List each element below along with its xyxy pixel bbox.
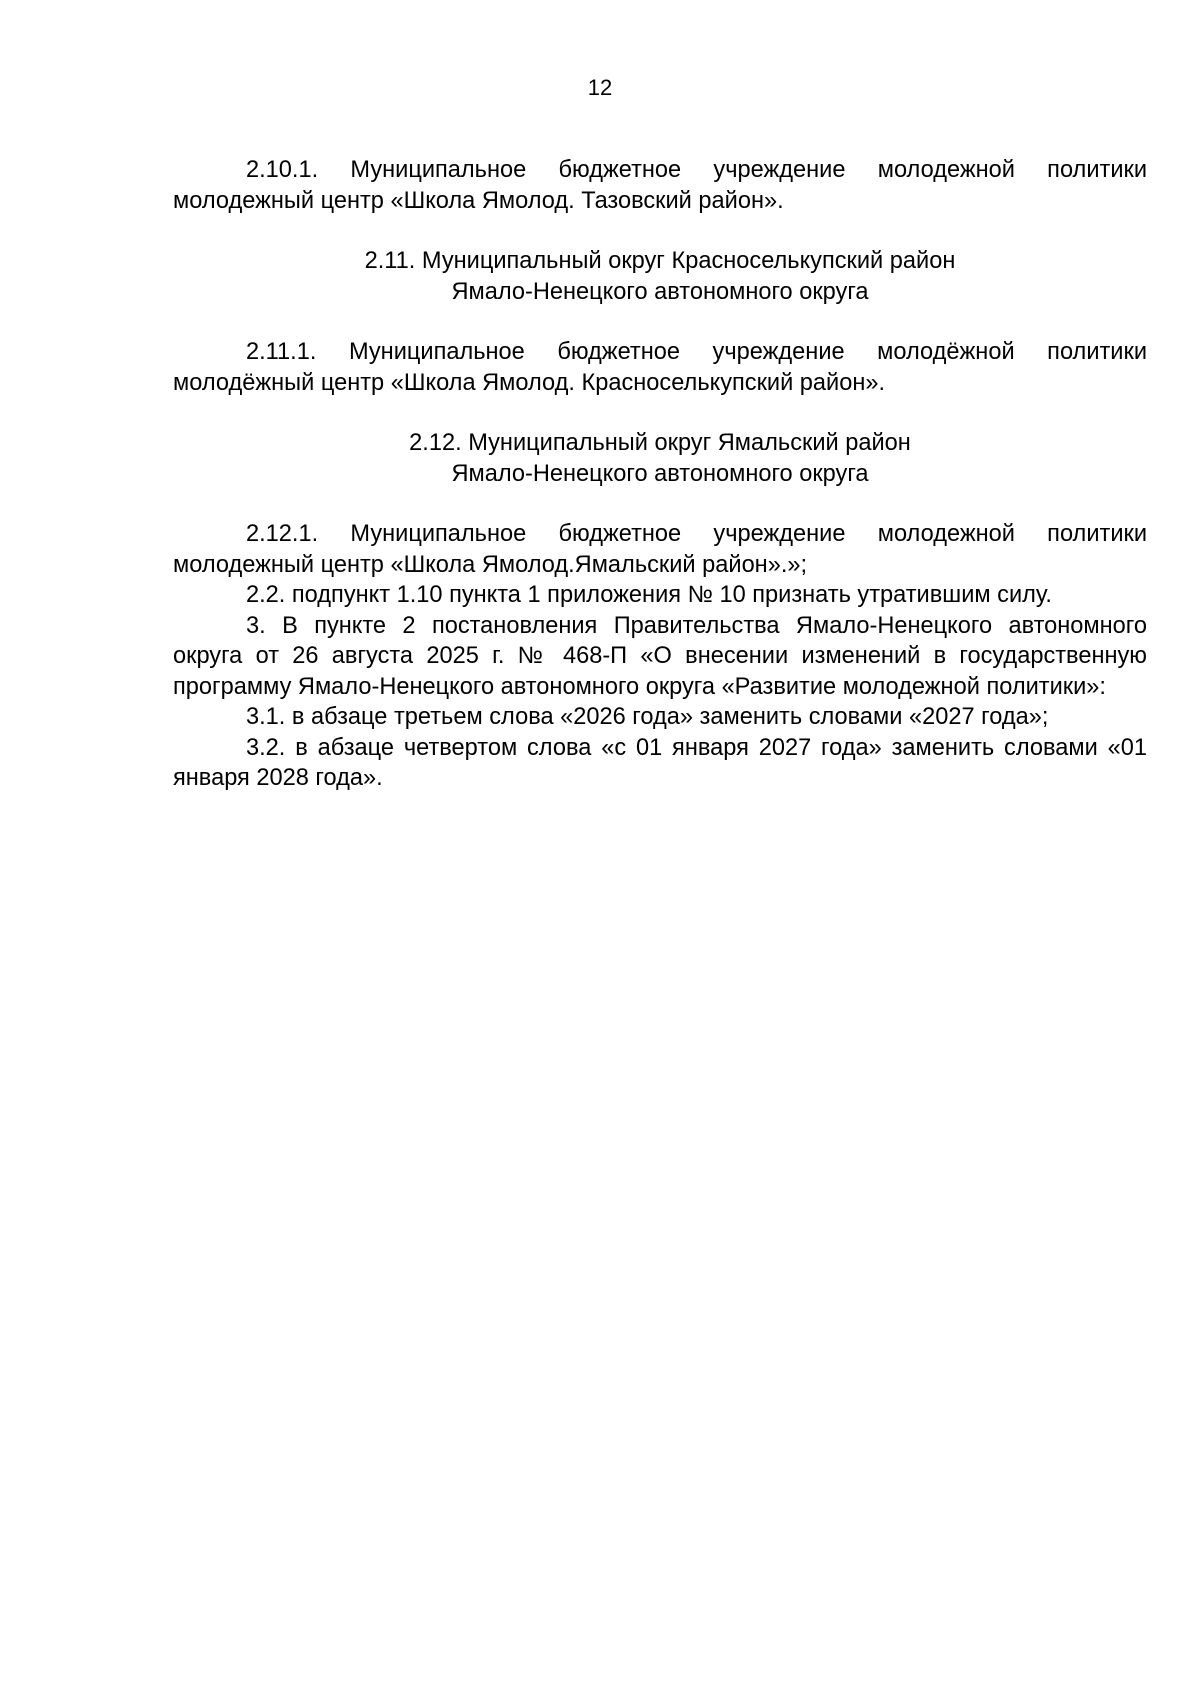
paragraph-2-2: 2.2. подпункт 1.10 пункта 1 приложения № 10 признать утратившим силу. [246,582,1052,608]
document-body [173,155,1147,794]
heading-line: Ямало-Ненецкого автономного округа [451,460,869,487]
spacer [173,489,1147,519]
section-heading-2-12 [173,428,1147,489]
paragraph-3: 3. В пункте 2 постановления Правительства Ямало-Ненецкого автономного округа от 26 августа 2025 г. № 468-П «О внесении изменений в государственную программу Ямало-Ненецкого автономного округа «Развитие молодежной политики»: [173,612,1147,700]
paragraph-3-2: 3.2. в абзаце четвертом слова «с 01 января 2027 года» заменить словами «01 января 2028 года». [173,734,1147,791]
heading-line: 2.11. Муниципальный округ Красноселькупский район [364,248,956,274]
spacer [173,216,1147,246]
spacer [173,398,1147,428]
page-number: 12 [587,75,613,100]
paragraph-2-10-1: 2.10.1. Муниципальное бюджетное учреждение молодежной политики молодежный центр «Школа Ямолод. Тазовский район». [173,157,1147,214]
paragraph-2-12-1: 2.12.1. Муниципальное бюджетное учреждение молодежной политики молодежный центр «Школа Ямолод.Ямальский район».»; [173,521,1147,578]
paragraph-3-1: 3.1. в абзаце третьем слова «2026 года» заменить словами «2027 года»; [246,704,1049,730]
spacer [173,307,1147,337]
heading-line: 2.12. Муниципальный округ Ямальский район [409,430,911,456]
heading-line: Ямало-Ненецкого автономного округа [451,278,869,305]
section-heading-2-11 [173,246,1147,307]
paragraph-2-11-1: 2.11.1. Муниципальное бюджетное учреждение молодёжной политики молодёжный центр «Школа Ямолод. Красноселькупский район». [173,339,1147,396]
